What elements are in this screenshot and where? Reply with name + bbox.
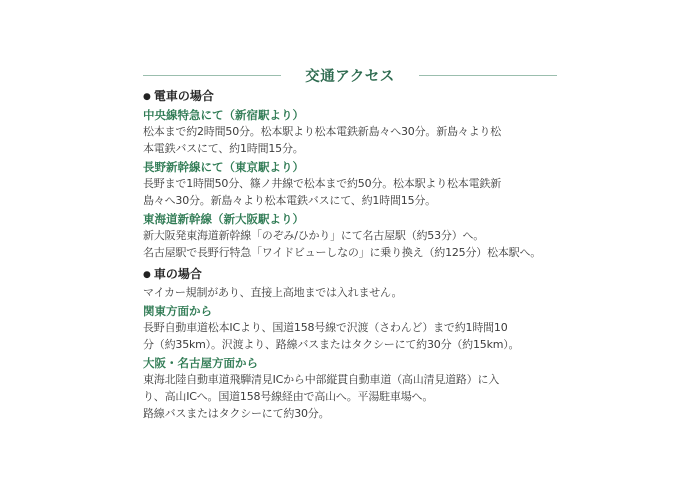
- bullet-icon: ●: [143, 269, 151, 280]
- route-text: 分（約35km）。沢渡より、路線バスまたはタクシーにて約30分（約15km）。: [143, 337, 520, 351]
- car-section-title: ● 車の場合: [143, 266, 202, 281]
- header-rule-right: [419, 75, 557, 76]
- train-section: [143, 88, 573, 262]
- route-title: 大阪・名古屋方面から: [143, 356, 258, 371]
- route-text: 名古屋駅で長野行特急「ワイドビューしなの」に乗り換え（約125分）松本駅へ。: [143, 245, 542, 259]
- car-intro: [143, 285, 573, 302]
- route-title: 関東方面から: [143, 304, 212, 319]
- route-title: 中央線特急にて（新宿駅より）: [143, 108, 304, 122]
- route-entry-chuo: [143, 107, 573, 157]
- route-text: 路線バスまたはタクシーにて約30分。: [143, 406, 330, 420]
- route-entry-kanto: [143, 303, 573, 353]
- route-title: 長野新幹線にて（東京駅より）: [143, 160, 304, 175]
- section-header: [143, 64, 557, 86]
- route-text: 本電鉄バスにて、約1時間15分。: [143, 141, 304, 155]
- route-text: 島々へ30分。新島々より松本電鉄バスにて、約1時間15分。: [143, 193, 436, 207]
- route-text: 東海北陸自動車道飛騨清見ICから中部縦貫自動車道（高山清見道路）に入: [143, 373, 500, 387]
- car-intro-text: マイカー規制があり、直接上高地までは入れません。: [143, 285, 403, 299]
- access-content: [143, 88, 573, 424]
- bullet-icon: ●: [143, 92, 151, 102]
- page-title: 交通アクセス: [305, 68, 395, 85]
- route-entry-tokaido: [143, 211, 573, 261]
- train-section-title: ● 電車の場合: [143, 89, 214, 103]
- route-text: 松本まで約2時間50分。松本駅より松本電鉄新島々へ30分。新島々より松: [143, 125, 501, 138]
- route-text: 新大阪発東海道新幹線「のぞみ/ひかり」にて名古屋駅（約53分）へ。: [143, 229, 485, 243]
- car-section: [143, 266, 573, 423]
- header-rule-left: [143, 75, 281, 76]
- route-text: り、高山ICへ。国道158号線経由で高山へ。平湯駐車場へ。: [143, 389, 434, 403]
- route-entry-osaka-nagoya: [143, 355, 573, 422]
- route-entry-nagano: [143, 159, 573, 209]
- route-text: 長野まで1時間50分、篠ノ井線で松本まで約50分。松本駅より松本電鉄新: [143, 177, 501, 191]
- route-title: 東海道新幹線（新大阪駅より）: [143, 212, 304, 227]
- route-text: 長野自動車道松本ICより、国道158号線で沢渡（さわんど）まで約1時間10: [143, 321, 508, 335]
